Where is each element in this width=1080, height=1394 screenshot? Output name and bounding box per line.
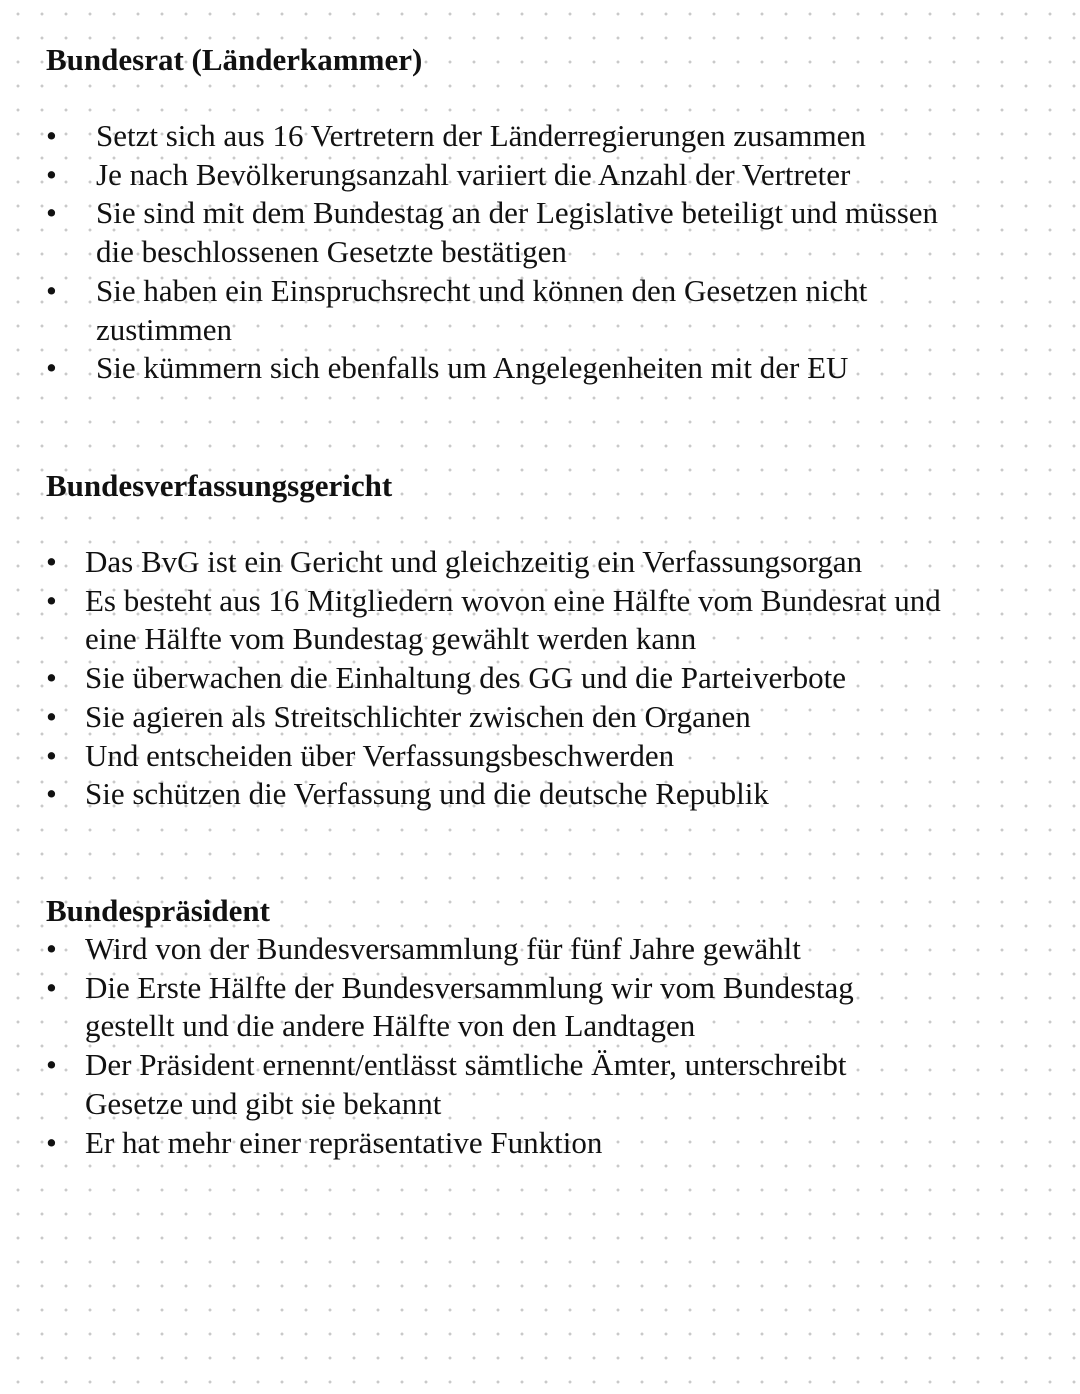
list-item <box>46 349 946 388</box>
list-item-text: Sie sind mit dem Bundestag an der Legislative beteiligt und müssen die beschlossenen Gesetzte bestätigen <box>96 195 939 270</box>
bullet-icon: • <box>46 698 57 734</box>
list-item-text: Wird von der Bundesversammlung für fünf Jahre gewählt <box>85 931 801 966</box>
bullet-icon: • <box>46 737 57 773</box>
heading-bundesrat: Bundesrat (Länderkammer) <box>46 42 423 77</box>
bundesrat-list <box>46 117 946 388</box>
list-item <box>46 930 946 969</box>
list-item <box>46 272 946 349</box>
bullet-icon: • <box>46 776 57 812</box>
list-item-text: Sie schützen die Verfassung und die deutsche Republik <box>85 776 769 812</box>
list-item <box>46 775 971 814</box>
bullet-icon: • <box>46 660 57 696</box>
bullet-icon: • <box>46 1124 57 1160</box>
list-item-text: Sie agieren als Streitschlichter zwischen den Organen <box>85 698 751 734</box>
bullet-icon: • <box>46 969 57 1005</box>
list-item <box>46 156 946 195</box>
list-item-text: Die Erste Hälfte der Bundesversammlung wir vom Bundestag gestellt und die andere Hälfte von den Landtagen <box>85 969 854 1044</box>
bullet-icon: • <box>46 195 57 231</box>
heading-bundesverfassungsgericht: Bundesverfassungsgericht <box>46 468 393 503</box>
list-item-text: Er hat mehr einer repräsentative Funktion <box>85 1124 603 1160</box>
bullet-icon: • <box>46 1047 57 1083</box>
list-item-text: Sie kümmern sich ebenfalls um Angelegenheiten mit der EU <box>96 350 849 386</box>
list-item <box>46 1046 946 1123</box>
bullet-icon: • <box>46 272 57 308</box>
bundespraesident-list <box>46 930 946 1162</box>
list-item-text: Der Präsident ernennt/entlässt sämtliche Ämter, unterschreibt Gesetze und gibt sie bekannt <box>85 1047 847 1121</box>
list-item <box>46 698 971 737</box>
bullet-icon: • <box>46 582 57 618</box>
list-item <box>46 969 946 1046</box>
section-bundesverfassungsgericht <box>46 466 971 814</box>
list-item <box>46 737 971 776</box>
list-item <box>46 543 971 582</box>
list-item <box>46 1124 946 1163</box>
list-item-text: Je nach Bevölkerungsanzahl variiert die Anzahl der Vertreter <box>96 156 851 192</box>
list-item-text: Setzt sich aus 16 Vertretern der Länderregierungen zusammen <box>96 118 866 153</box>
list-item-text: Es besteht aus 16 Mitgliedern wovon eine Hälfte vom Bundesrat und eine Hälfte vom Bundestag gewählt werden kann <box>85 582 941 657</box>
section-bundesrat <box>46 40 946 388</box>
section-bundespraesident <box>46 891 946 1162</box>
heading-bundespraesident: Bundespräsident <box>46 893 270 928</box>
bullet-icon: • <box>46 118 57 153</box>
list-item-text: Sie haben ein Einspruchsrecht und können den Gesetzen nicht zustimmen <box>96 272 868 347</box>
list-item-text: Und entscheiden über Verfassungsbeschwerden <box>85 737 675 773</box>
list-item <box>46 582 971 659</box>
bullet-icon: • <box>46 156 57 192</box>
list-item <box>46 117 946 156</box>
list-item <box>46 659 971 698</box>
list-item-text: Sie überwachen die Einhaltung des GG und die Parteiverbote <box>85 660 846 696</box>
bullet-icon: • <box>46 350 57 386</box>
list-item <box>46 194 946 271</box>
bundesverfassungsgericht-list <box>46 543 971 814</box>
bullet-icon: • <box>46 544 57 579</box>
bullet-icon: • <box>46 931 57 966</box>
list-item-text: Das BvG ist ein Gericht und gleichzeitig ein Verfassungsorgan <box>85 544 863 579</box>
